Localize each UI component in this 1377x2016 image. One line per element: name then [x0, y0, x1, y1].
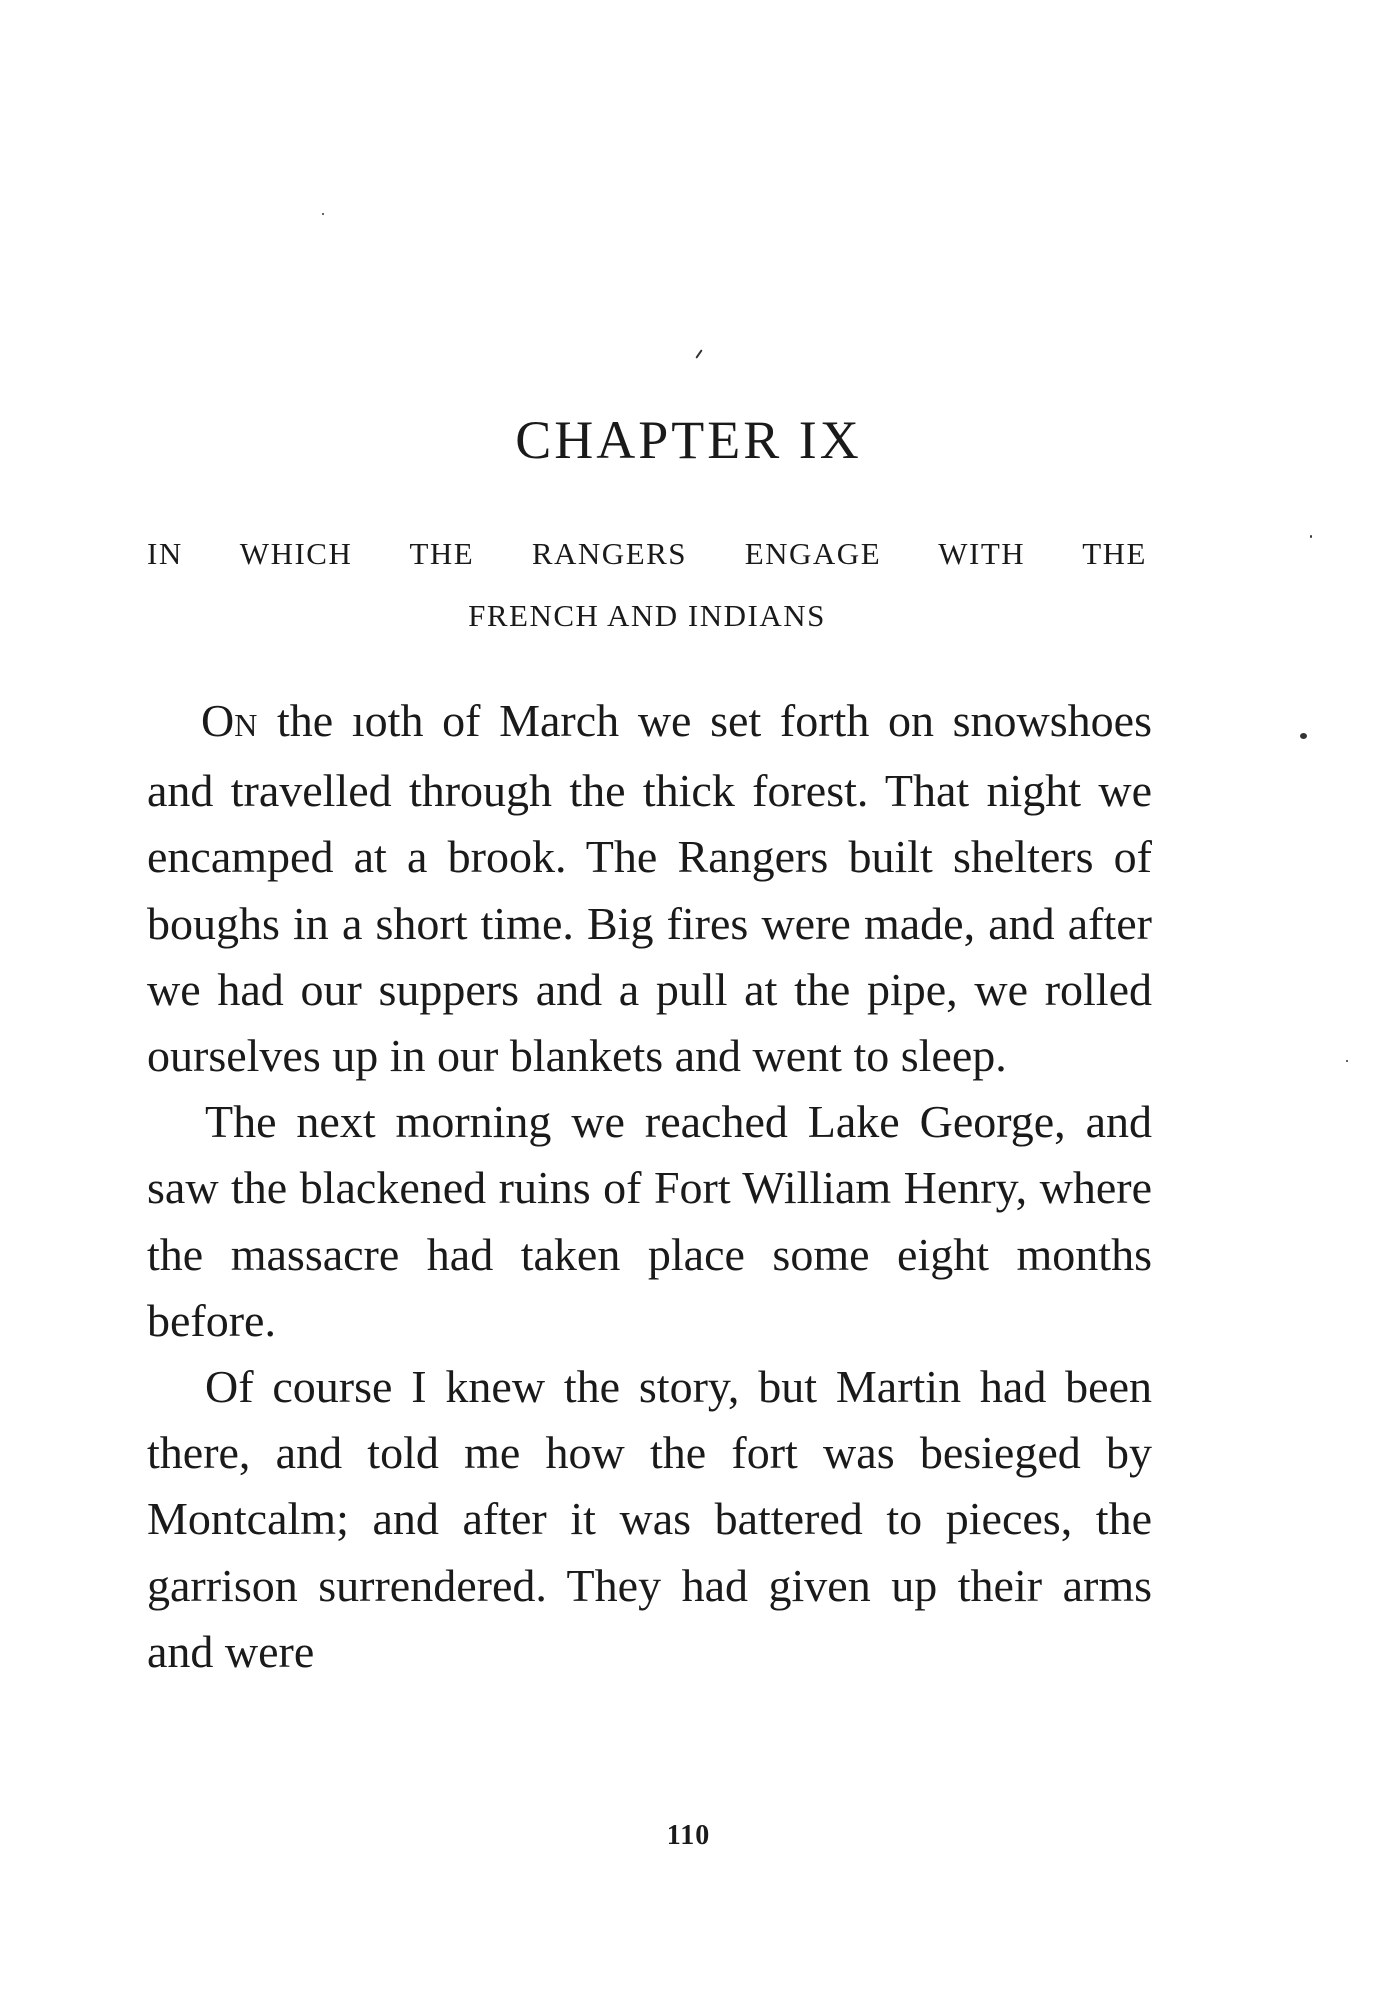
chapter-subtitle-line-1: IN WHICH THE RANGERS ENGAGE WITH THE [147, 536, 1147, 571]
scan-speck [1310, 535, 1312, 538]
paragraph-2: The next morning we reached Lake George, and saw the blackened ruins of Fort William Henry, where the massacre had taken place some eight months before. [147, 1096, 1152, 1346]
chapter-subtitle-line-2: FRENCH AND INDIANS [468, 598, 826, 633]
paragraph-1-text: the ıoth of March we set forth on snowshoes and travelled through the thick forest. That night we encamped at a brook. The Rangers built shelters of boughs in a short time. Big fires were made, and after we had our suppers and a pull at the pipe, we rolled ourselves up in our blankets and went to sleep. [147, 695, 1152, 1082]
scan-speck [322, 213, 324, 215]
chapter-body [147, 688, 1152, 1685]
scan-speck [1346, 1060, 1348, 1062]
page-number: 110 [666, 1820, 711, 1851]
chapter-title: CHAPTER IX [515, 410, 862, 470]
paragraph-3: Of course I knew the story, but Martin had been there, and told me how the fort was besieged by Montcalm; and after it was battered to pieces, the garrison surrendered. They had given up their arms and were [147, 1361, 1152, 1677]
scan-speck [1300, 733, 1307, 739]
smallcaps-letter: N [234, 707, 259, 743]
dropcap-letter: O [201, 695, 235, 746]
scan-speck [695, 349, 702, 358]
paragraph-1 [147, 688, 1152, 1089]
